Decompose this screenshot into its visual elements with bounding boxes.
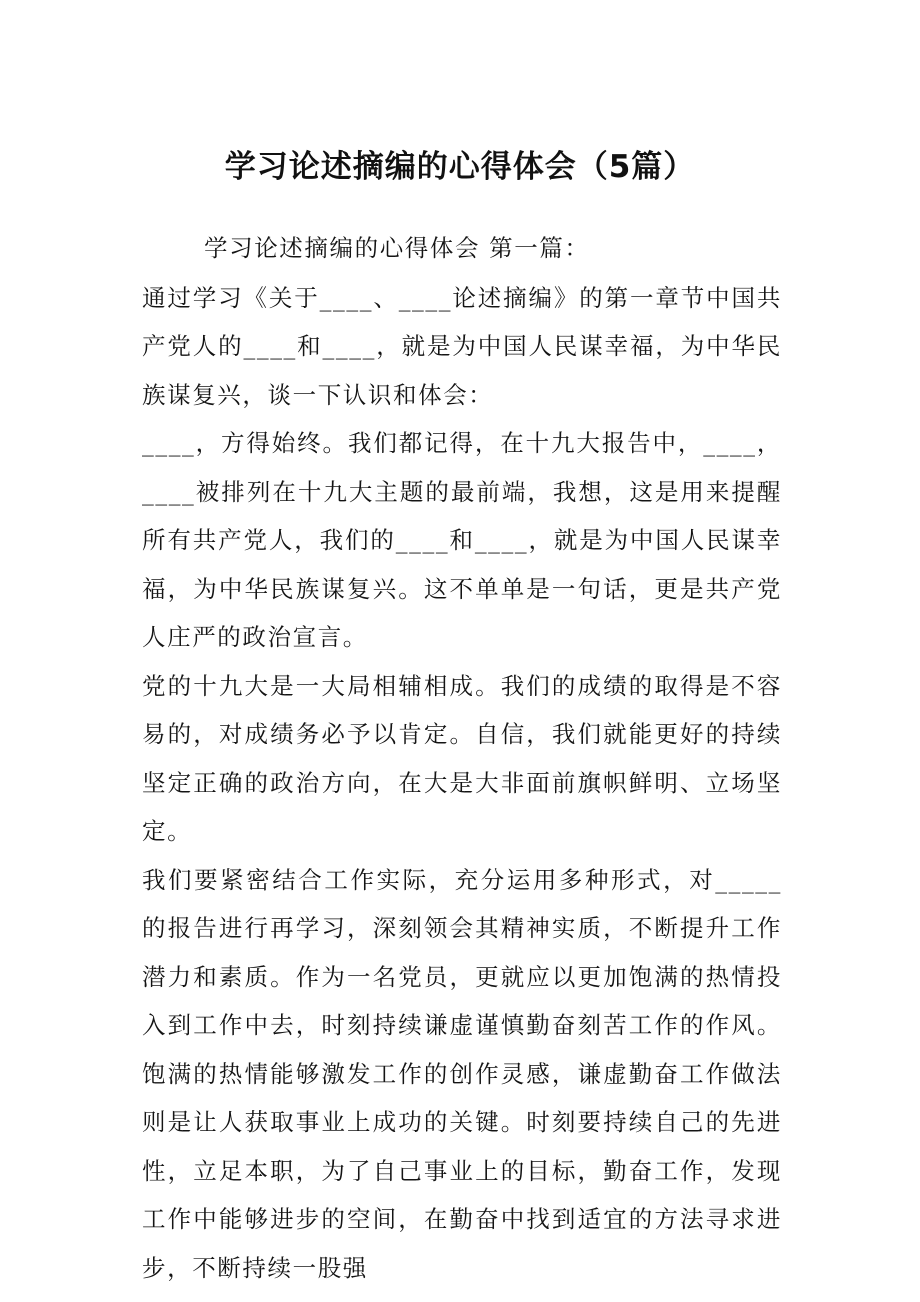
body-paragraph: 党的十九大是一大局相辅相成。我们的成绩的取得是不容易的，对成绩务必予以肯定。自信，我们就能更好的持续坚定正确的政治方向，在大是大非面前旗帜鲜明、立场坚定。 [142,671,782,845]
document-body [142,224,782,1292]
document-title: 学习论述摘编的心得体会（5篇） [224,149,696,185]
body-paragraph: 我们要紧密结合工作实际，充分运用多种形式，对_____的报告进行再学习，深刻领会其精神实质，不断提升工作潜力和素质。作为一名党员，更就应以更加饱满的热情投入到工作中去，时刻持续谦虚谨慎勤奋刻苦工作的作风。饱满的热情能够激发工作的创作灵感，谦虚勤奋工作做法则是让人获取事业上成功的关键。时刻要持续自己的先进性，立足本职，为了自己事业上的目标，勤奋工作，发现工作中能够进步的空间，在勤奋中找到适宜的方法寻求进步，不断持续一股强 [142,865,782,1282]
body-paragraph: 通过学习《关于____、____论述摘编》的第一章节中国共产党人的____和____，就是为中国人民谋幸福，为中华民族谋复兴，谈一下认识和体会： [142,283,782,409]
body-paragraph: ____，方得始终。我们都记得，在十九大报告中，____，____被排列在十九大主题的最前端，我想，这是用来提醒所有共产党人，我们的____和____，就是为中国人民谋幸福，为中华民族谋复兴。这不单单是一句话，更是共产党人庄严的政治宣言。 [142,429,782,651]
section-subheading: 学习论述摘编的心得体会 第一篇： [204,234,590,262]
